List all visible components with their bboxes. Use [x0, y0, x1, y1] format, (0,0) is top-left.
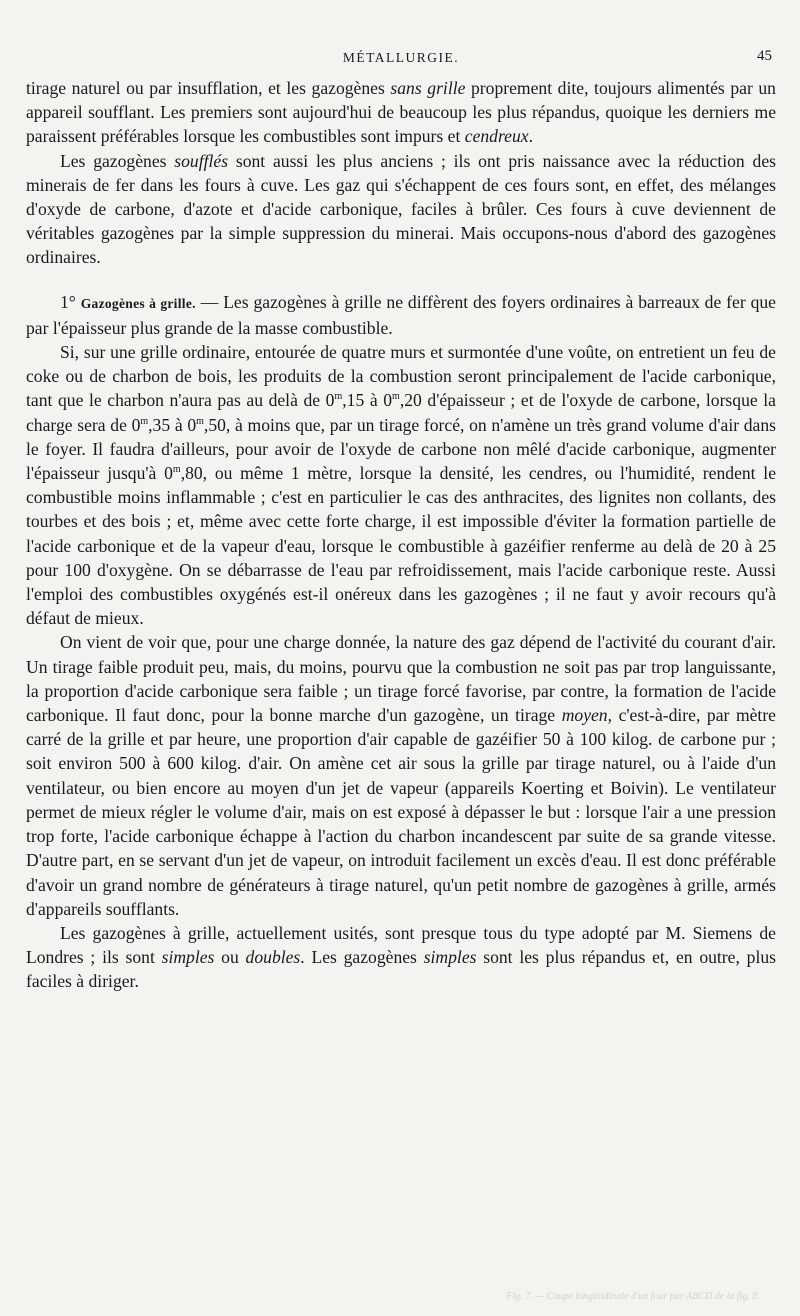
section-paragraph: 1° Gazogènes à grille. — Les gazogènes à grille ne diffèrent des foyers ordinaires à barreaux de fer que par l'épaisseur plus grande de la masse combustible. — [26, 291, 776, 338]
paragraph: Les gazogènes à grille, actuellement usités, sont presque tous du type adopté par M. Siemens de Londres ; ils sont simples ou doubles. Les gazogènes simples sont les plus répandus et, en outre, plus faciles à diriger. — [26, 922, 776, 992]
running-title: MÉTALLURGIE. — [342, 50, 460, 65]
paragraph: Si, sur une grille ordinaire, entourée de quatre murs et surmontée d'une voûte, on entretient un feu de coke ou de charbon de bois, les produits de la combustion seront principalement de l'acide carbonique, tant que le charbon n'aura pas au delà de 0$^m$,15 à 0$^m$,20 d'épaisseur ; et de l'oxyde de carbone, lorsque la charge sera de 0$^m$,35 à 0$^m$,50, à moins que, par un tirage forcé, on n'amène un très grand volume d'air dans le foyer. Il faudra d'ailleurs, pour avoir de l'oxyde de carbone non mêlé d'acide carbonique, augmenter l'épaisseur jusqu'à 0$^m$,80, ou même 1 mètre, lorsque la densité, les cendres, ou l'humidité, rendent le combustible moins inflammable ; c'est en particulier le cas des anthracites, des lignites non collants, des tourbes et des bois ; et, même avec cette forte charge, il est impossible d'éviter la formation partielle de l'acide carbonique et de la vapeur d'eau, lorsque le combustible à gazéifier renferme au delà de 20 à 25 pour 100 d'oxygène. On se débarrasse de l'eau par refroidissement, mais l'acide carbonique reste. Aussi l'emploi des combustibles oxygénés est-il onéreux dans les gazogènes ; il ne faut y avoir recours qu'à défaut de mieux. — [26, 342, 777, 629]
section-heading: Gazogènes à grille. — [80, 295, 196, 311]
page-number: 45 — [757, 48, 772, 64]
paragraph: tirage naturel ou par insufflation, et les gazogènes sans grille proprement dite, toujours alimentés par un appareil soufflant. Les premiers sont aujourd'hui de beaucoup les plus répandus, quoique les derniers me paraissent préférables lorsque les combustibles sont impurs et cendreux. — [26, 78, 776, 147]
running-header — [26, 44, 776, 76]
bleed-through-caption: Fig. 7. — Coupe longitudinale d'un four par ABCD de la fig. 8. — [506, 1291, 760, 1302]
body-text — [26, 76, 776, 994]
paragraph: On vient de voir que, pour une charge donnée, la nature des gaz dépend de l'activité du courant d'air. Un tirage faible produit peu, mais, du moins, pourvu que la combustion ne soit pas par trop languissante, la proportion d'acide carbonique sera faible ; un tirage forcé favorise, par contre, la formation de l'acide carbonique. Il faut donc, pour la bonne marche d'un gazogène, un tirage moyen, c'est-à-dire, par mètre carré de la grille et par heure, une proportion d'air capable de gazéifier 50 à 100 kilog. de carbone pur ; soit environ 500 à 600 kilog. d'air. On amène cet air sous la grille par tirage naturel, ou à l'aide d'un ventilateur, ou bien encore au moyen d'un jet de vapeur (appareils Koerting et Boivin). Le ventilateur permet de mieux régler le volume d'air, mais on est exposé à dépasser le but : lorsque l'air a une pression trop forte, l'acide carbonique échappe à l'action du charbon incandescent par suite de sa grande vitesse. D'autre part, en se servant d'un jet de vapeur, on introduit facilement un excès d'eau. Il est donc préférable d'avoir un grand nombre de générateurs à tirage naturel, qu'un petit nombre de gazogènes à grille, armés d'appareils soufflants. — [26, 632, 776, 919]
paragraph: Les gazogènes soufflés sont aussi les plus anciens ; ils ont pris naissance avec la réduction des minerais de fer dans les fours à cuve. Les gaz qui s'échappent de ces fours sont, en effet, des mélanges d'oxyde de carbone, d'azote et d'acide carbonique, faciles à brûler. Ces fours à cuve deviennent de véritables gazogènes par la simple suppression du minerai. Mais occupons-nous d'abord des gazogènes ordinaires. — [26, 150, 776, 268]
